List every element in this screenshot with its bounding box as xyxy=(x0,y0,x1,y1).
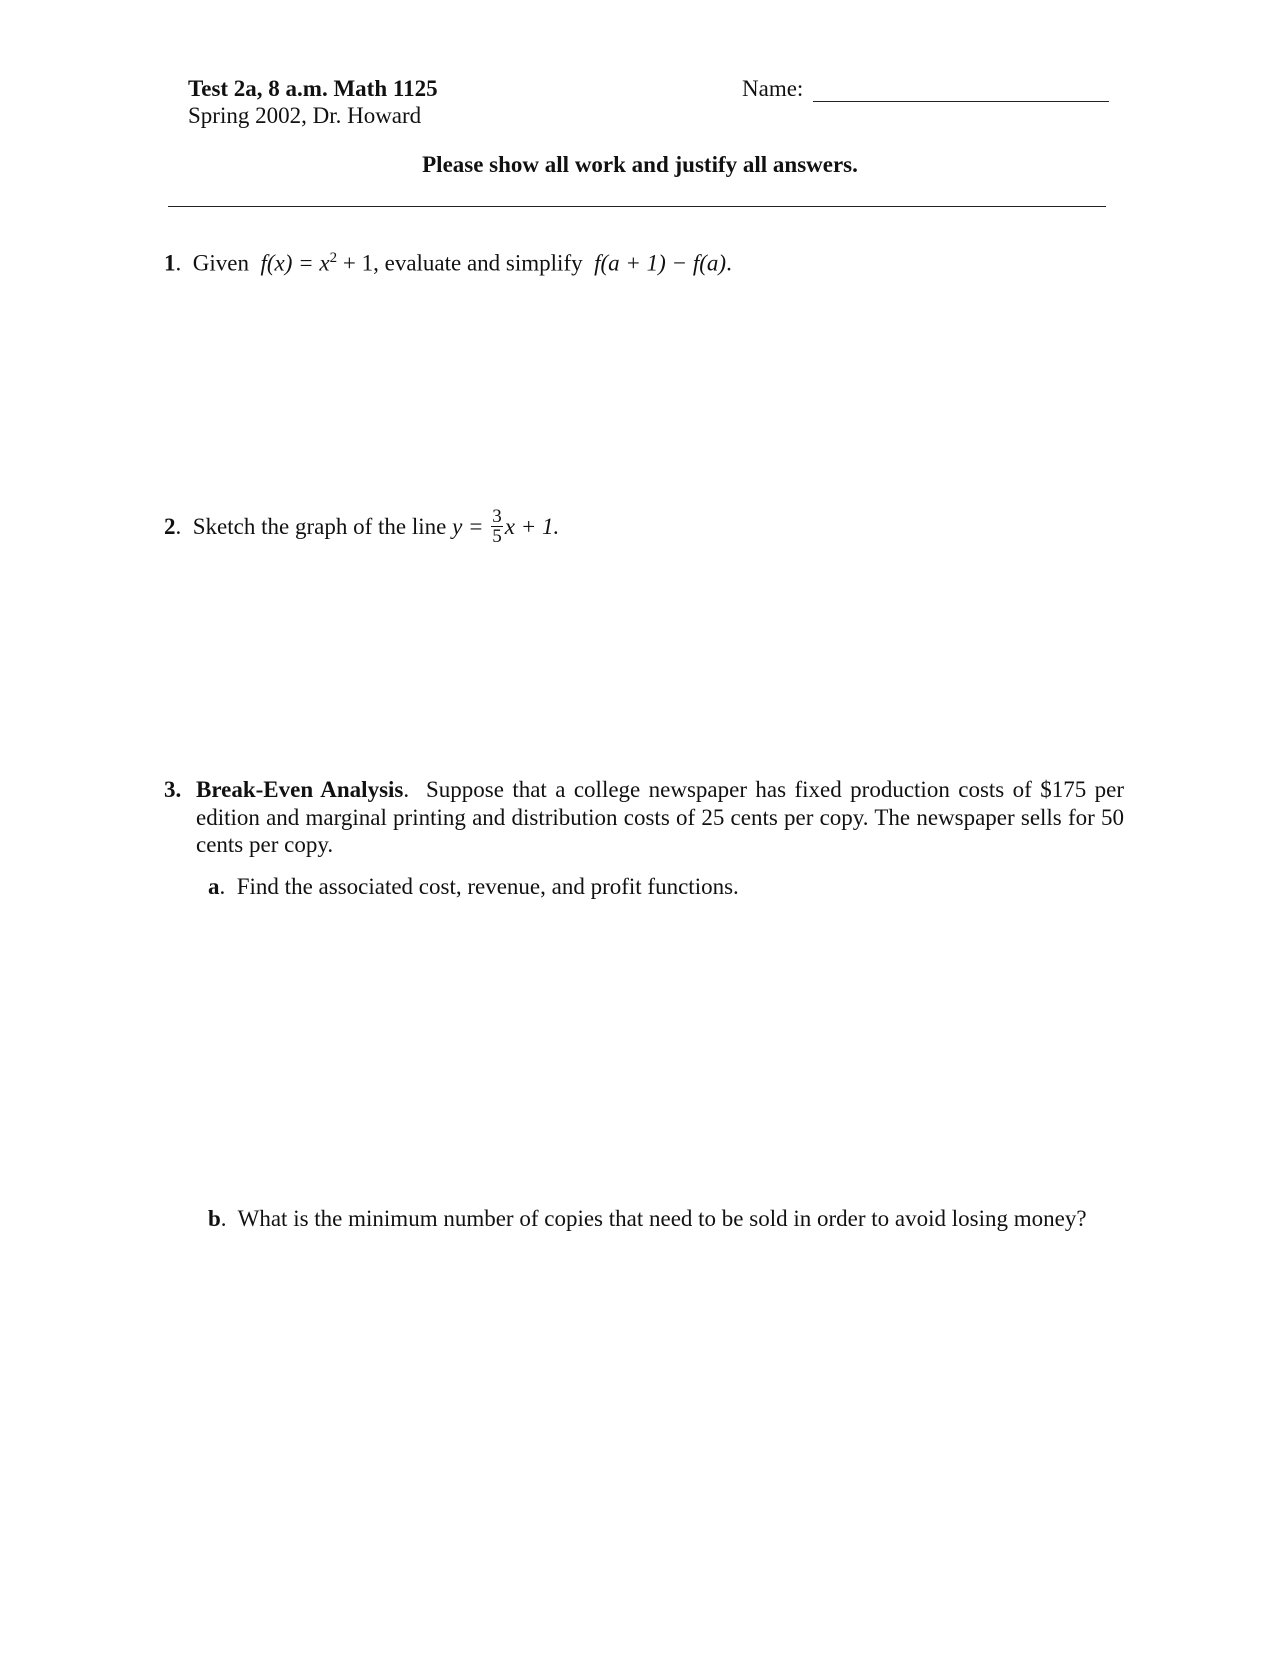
header-course-title: Test 2a, 8 a.m. Math 1125 xyxy=(188,76,438,101)
question-1-end: . xyxy=(726,250,732,276)
question-3-title: Break-Even Analysis xyxy=(196,777,404,802)
question-3 xyxy=(164,776,1124,859)
instructions: Please show all work and justify all answers. xyxy=(422,152,858,177)
question-3-number-wrap: 3. xyxy=(164,777,182,802)
header-divider xyxy=(168,206,1106,207)
question-3-number: 3 xyxy=(164,777,176,802)
question-1-number: 1 xyxy=(164,250,176,276)
question-1-expression: f(a + 1) − f(a) xyxy=(594,250,727,276)
question-1-middle: , evaluate and simplify xyxy=(373,250,583,276)
name-blank-line xyxy=(813,101,1109,102)
question-1-function-rest: + 1 xyxy=(337,250,374,276)
name-label: Name: xyxy=(742,76,804,101)
question-3-part-a: a. Find the associated cost, revenue, and profit functions. xyxy=(208,874,739,899)
question-1-function-def: f(x) = x xyxy=(260,250,330,276)
question-3-text: Suppose that a college newspaper has fixed production costs of $175 per edition and marginal printing and distribution costs of 25 cents per copy. The newspaper sells for 50 cents per copy. xyxy=(196,777,1124,857)
part-b-label: b xyxy=(208,1206,221,1231)
part-b-text: What is the minimum number of copies that need to be sold in order to avoid losing money? xyxy=(237,1206,1087,1231)
header-term-instructor: Spring 2002, Dr. Howard xyxy=(188,103,422,128)
question-1-intro: Given xyxy=(192,250,249,276)
part-a-text: Find the associated cost, revenue, and profit functions. xyxy=(236,874,739,899)
question-3-part-b: b. What is the minimum number of copies that need to be sold in order to avoid losing money? xyxy=(208,1206,1087,1231)
fraction-denominator: 5 xyxy=(492,526,502,547)
part-a-label: a xyxy=(208,874,220,899)
fraction-numerator: 3 xyxy=(492,506,502,527)
question-2-number: 2 xyxy=(164,513,176,539)
question-2-lhs: y = xyxy=(452,513,484,539)
question-2-rhs: x + 1. xyxy=(504,513,560,539)
question-1: 1. Given $f(x) = x^2 + 1$, evaluate and simplify f(a + 1) − f(a). xyxy=(164,250,732,276)
question-2: 2. Sketch the graph of the line y = $\frac{3}{5}$ x + 1. xyxy=(164,506,560,547)
question-2-fraction xyxy=(491,507,503,546)
question-1-exponent: 2 xyxy=(329,250,338,266)
question-3-body: Break-Even Analysis. Suppose that a college newspaper has fixed production costs of $175 per edition and marginal printing and distribution costs of 25 cents per copy. The newspaper sells for 50 cents per copy. xyxy=(196,777,1124,857)
question-2-text: Sketch the graph of the line xyxy=(192,513,447,539)
